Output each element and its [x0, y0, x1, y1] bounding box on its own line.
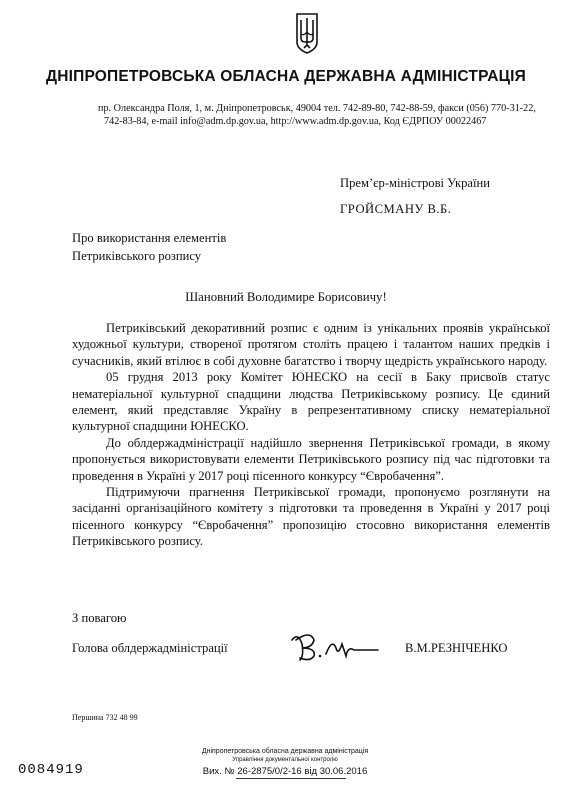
subject-line-2: Петриківського розпису — [72, 249, 202, 263]
salutation: Шановний Володимире Борисовичу! — [185, 290, 387, 304]
organization-title: ДНІПРОПЕТРОВСЬКА ОБЛАСНА ДЕРЖАВНА АДМІНІСТРАЦІЯ — [45, 68, 527, 85]
handwritten-signature — [288, 626, 380, 666]
closing-regards: З повагою — [72, 611, 127, 625]
paragraph-1: Петриківський декоративний розпис є одним із унікальних проявів української художньої культури, створеної протягом століть працею і талантом наших предків і сучасників, який втілює в собі духовне багатство і творчу щедрість українського народу. — [72, 321, 550, 368]
stamp-underline — [236, 778, 346, 779]
addressee-name: ГРОЙСМАНУ В.Б. — [340, 202, 452, 216]
paragraph-2: 05 грудня 2013 року Комітет ЮНЕСКО на сесії в Баку присвоїв статус нематеріальної культурної спадщини людства Петриківському розпису. Це єдиний елемент, який представляє Україну в репрезентативному списку нематеріальної культурної спадщини ЮНЕСКО. — [72, 370, 550, 434]
document-number: 0084919 — [18, 762, 84, 778]
paragraph-4: Підтримуючи прагнення Петриківської громади, пропонуємо розглянути на засіданні організаційного комітету з підготовки та проведення в Україні у 2017 році пісенного конкурсу “Євробачення” пропозицію стосовно використання елементів Петриківського розпису. — [72, 485, 550, 549]
signer-title: Голова облдержадміністрації — [72, 641, 228, 655]
addressee-position: Прем’єр-міністрові України — [340, 176, 490, 190]
stamp-outgoing-number: Вих. № 26-2875/0/2-16 від 30.06.2016 — [202, 766, 368, 777]
contacts-line-1: пр. Олександра Поля, 1, м. Дніпропетровськ, 49004 тел. 742-89-80, 742-88-59, факси (056) 770-31-22, — [98, 103, 536, 114]
addressee-block — [340, 170, 490, 222]
letterhead-contacts — [98, 102, 544, 128]
paragraph-3: До облдержадміністрації надійшло звернення Петриківської громади, в якому пропонується використовувати елементи Петриківського розпису під час підготовки та проведення в Україні у 2017 році пісенного конкурсу “Євробачення”. — [72, 435, 550, 483]
stamp-line-2: Управління документальної контролю — [232, 757, 338, 763]
coat-of-arms-icon — [294, 12, 320, 54]
stamp-line-1: Дніпропетровська обласна державна адміністрація — [201, 748, 369, 755]
letter-body — [72, 320, 550, 550]
contacts-line-2: 742-83-84, e-mail info@adm.dp.gov.ua, http://www.adm.dp.gov.ua, Код ЄДРПОУ 00022467 — [104, 116, 487, 127]
subject-block — [72, 229, 226, 265]
signer-name: В.М.РЕЗНІЧЕНКО — [405, 641, 508, 655]
subject-line-1: Про використання елементів — [72, 231, 227, 245]
executor-note: Першина 732 48 99 — [72, 713, 138, 722]
registration-stamp — [190, 747, 380, 778]
